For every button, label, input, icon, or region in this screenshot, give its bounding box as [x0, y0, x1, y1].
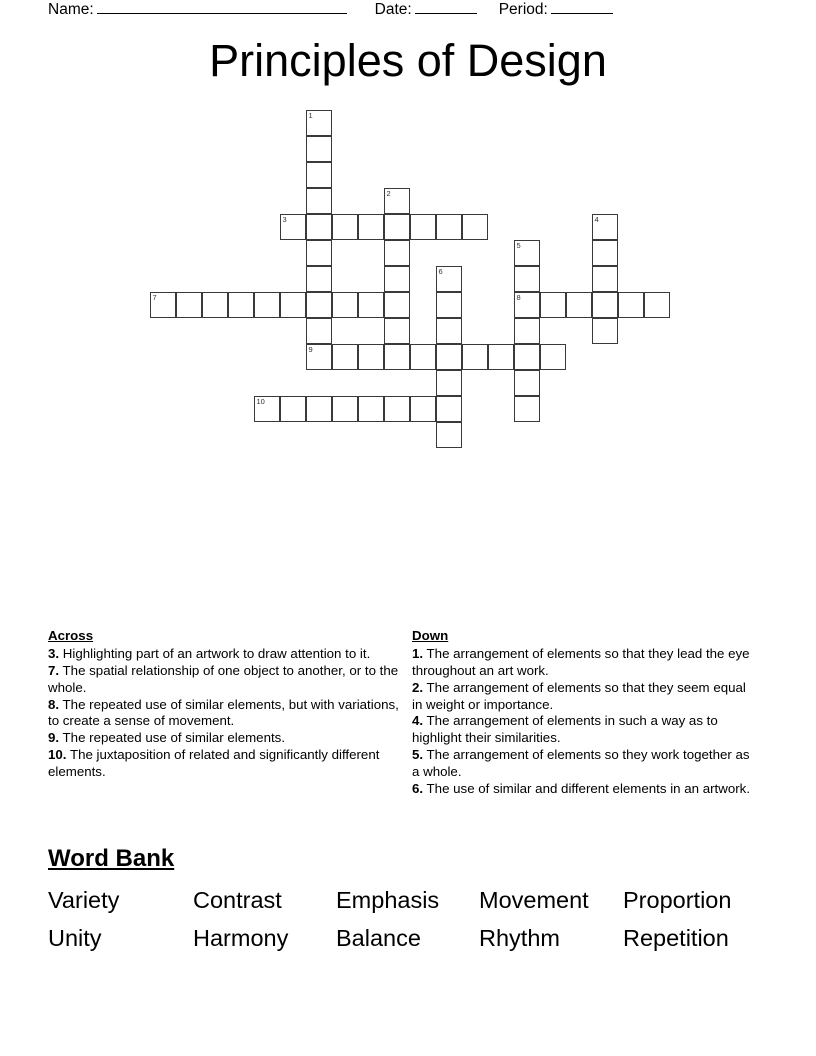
crossword-cell[interactable]	[306, 136, 332, 162]
crossword-cell[interactable]	[332, 292, 358, 318]
across-clue-text: The repeated use of similar elements, but with variations, to create a sense of movement.	[48, 696, 399, 729]
down-clue	[412, 680, 757, 714]
crossword-cell[interactable]	[592, 292, 618, 318]
across-clue-text: The juxtaposition of related and significantly different elements.	[48, 747, 380, 779]
crossword-cell[interactable]	[436, 344, 462, 370]
across-clue-text: Highlighting part of an artwork to draw attention to it.	[59, 645, 371, 661]
word-bank-row	[48, 882, 778, 920]
across-clue-number: 3.	[48, 645, 60, 661]
crossword-cell[interactable]	[514, 396, 540, 422]
down-clue-text: The arrangement of elements so that they lead the eye throughout an art work.	[412, 645, 750, 678]
down-clue-list	[412, 646, 757, 798]
word-bank-list	[48, 882, 778, 957]
crossword-cell[interactable]	[384, 266, 410, 292]
across-heading: Across	[48, 628, 94, 643]
crossword-cell[interactable]	[514, 240, 540, 266]
across-clue	[48, 646, 400, 663]
across-clue	[48, 747, 400, 781]
crossword-cell[interactable]	[384, 318, 410, 344]
crossword-cell[interactable]	[384, 292, 410, 318]
crossword-cell[interactable]	[644, 292, 670, 318]
word-bank-word: Harmony	[193, 924, 289, 951]
cell-number: 8	[516, 292, 521, 302]
across-clue-number: 8.	[48, 696, 60, 712]
crossword-cell[interactable]	[592, 318, 618, 344]
crossword-cell[interactable]	[254, 396, 280, 422]
crossword-cell[interactable]	[280, 292, 306, 318]
down-heading: Down	[412, 628, 449, 643]
crossword-cell[interactable]	[410, 214, 436, 240]
crossword-cell[interactable]	[566, 292, 592, 318]
cell-number: 5	[516, 240, 521, 250]
crossword-cell[interactable]	[592, 214, 618, 240]
crossword-cell[interactable]	[280, 214, 306, 240]
crossword-cell[interactable]	[306, 214, 332, 240]
down-clue-number: 4.	[412, 713, 424, 729]
down-clue	[412, 781, 757, 798]
word-bank-word: Variety	[48, 887, 120, 913]
word-bank-word: Proportion	[623, 887, 732, 913]
down-clue-number: 1.	[412, 645, 424, 661]
word-bank-heading: Word Bank	[48, 845, 175, 872]
date-label: Date:	[374, 1, 412, 18]
crossword-cell[interactable]	[384, 396, 410, 422]
down-clues-section	[412, 628, 757, 798]
crossword-cell[interactable]	[514, 292, 540, 318]
name-label: Name:	[48, 1, 94, 18]
down-clue-text: The arrangement of elements so that they seem equal in weight or importance.	[412, 679, 746, 712]
across-clue-text: The repeated use of similar elements.	[59, 730, 286, 746]
word-bank-word: Rhythm	[479, 924, 560, 951]
crossword-cell[interactable]	[306, 396, 332, 422]
down-clue-number: 6.	[412, 780, 424, 796]
crossword-cell[interactable]	[436, 396, 462, 422]
crossword-cell[interactable]	[306, 292, 332, 318]
across-clue	[48, 730, 400, 747]
crossword-cell[interactable]	[436, 370, 462, 396]
crossword-cell[interactable]	[436, 214, 462, 240]
down-clue-text: The use of similar and different elements in an artwork.	[423, 780, 751, 796]
crossword-cell[interactable]	[306, 318, 332, 344]
crossword-cell[interactable]	[358, 292, 384, 318]
down-clue-text: The arrangement of elements so they work together as a whole.	[412, 747, 750, 779]
cell-number: 9	[308, 344, 313, 354]
crossword-cell[interactable]	[306, 266, 332, 292]
crossword-cell[interactable]	[254, 292, 280, 318]
crossword-cell[interactable]	[306, 188, 332, 214]
crossword-cell[interactable]	[592, 240, 618, 266]
cell-number: 6	[438, 266, 443, 276]
across-clue-number: 9.	[48, 730, 60, 746]
cell-number: 7	[152, 292, 157, 302]
crossword-cell[interactable]	[514, 318, 540, 344]
crossword-cell[interactable]	[150, 292, 176, 318]
down-clue-number: 2.	[412, 679, 424, 695]
word-bank-row	[48, 920, 778, 958]
across-clue-list	[48, 646, 400, 781]
crossword-cell[interactable]	[410, 344, 436, 370]
page-title: Principles of Design	[209, 35, 607, 86]
crossword-cell[interactable]	[358, 214, 384, 240]
down-clue-number: 5.	[412, 747, 424, 763]
word-bank-word: Repetition	[623, 924, 729, 951]
crossword-cell[interactable]	[306, 162, 332, 188]
across-clue-number: 7.	[48, 662, 60, 678]
crossword-cell[interactable]	[358, 396, 384, 422]
across-clue-text: The spatial relationship of one object to another, or to the whole.	[48, 662, 399, 695]
down-clue	[412, 747, 757, 781]
crossword-cell[interactable]	[384, 240, 410, 266]
down-clue	[412, 713, 757, 747]
crossword-cell[interactable]	[358, 344, 384, 370]
crossword-cell[interactable]	[202, 292, 228, 318]
crossword-cell[interactable]	[384, 188, 410, 214]
crossword-cell[interactable]	[410, 396, 436, 422]
crossword-cell[interactable]	[436, 422, 462, 448]
crossword-cell[interactable]	[384, 344, 410, 370]
crossword-cell[interactable]	[514, 266, 540, 292]
crossword-cell[interactable]	[306, 110, 332, 136]
down-clue-text: The arrangement of elements in such a way as to highlight their similarities.	[412, 713, 718, 746]
crossword-cell[interactable]	[306, 344, 332, 370]
crossword-cell[interactable]	[332, 344, 358, 370]
crossword-cell[interactable]	[176, 292, 202, 318]
crossword-grid[interactable]	[0, 0, 816, 470]
across-clue	[48, 697, 400, 731]
cell-number: 1	[308, 110, 313, 120]
period-label: Period:	[498, 1, 548, 18]
across-clue-number: 10.	[48, 747, 67, 763]
word-bank-word: Movement	[479, 887, 589, 913]
crossword-cell[interactable]	[332, 214, 358, 240]
word-bank-word: Unity	[48, 924, 102, 951]
cell-number: 4	[594, 214, 599, 224]
crossword-cell[interactable]	[436, 318, 462, 344]
word-bank-word: Balance	[336, 924, 421, 951]
crossword-cell[interactable]	[540, 292, 566, 318]
crossword-cell[interactable]	[462, 344, 488, 370]
crossword-cell[interactable]	[488, 344, 514, 370]
crossword-cell[interactable]	[462, 214, 488, 240]
crossword-cell[interactable]	[436, 292, 462, 318]
word-bank-word: Emphasis	[336, 887, 440, 913]
across-clues-section	[48, 628, 400, 781]
crossword-cell[interactable]	[618, 292, 644, 318]
crossword-cell[interactable]	[332, 396, 358, 422]
cell-number: 10	[256, 396, 265, 406]
down-clue	[412, 646, 757, 680]
crossword-cell[interactable]	[228, 292, 254, 318]
crossword-cell[interactable]	[280, 396, 306, 422]
cell-number: 2	[386, 188, 391, 198]
cell-number: 3	[282, 214, 287, 224]
across-clue	[48, 663, 400, 697]
crossword-cell[interactable]	[540, 344, 566, 370]
crossword-cell[interactable]	[514, 370, 540, 396]
crossword-cell[interactable]	[436, 266, 462, 292]
crossword-cell[interactable]	[514, 344, 540, 370]
word-bank-word: Contrast	[193, 887, 282, 913]
crossword-cell[interactable]	[592, 266, 618, 292]
crossword-cell[interactable]	[306, 240, 332, 266]
crossword-cell[interactable]	[384, 214, 410, 240]
